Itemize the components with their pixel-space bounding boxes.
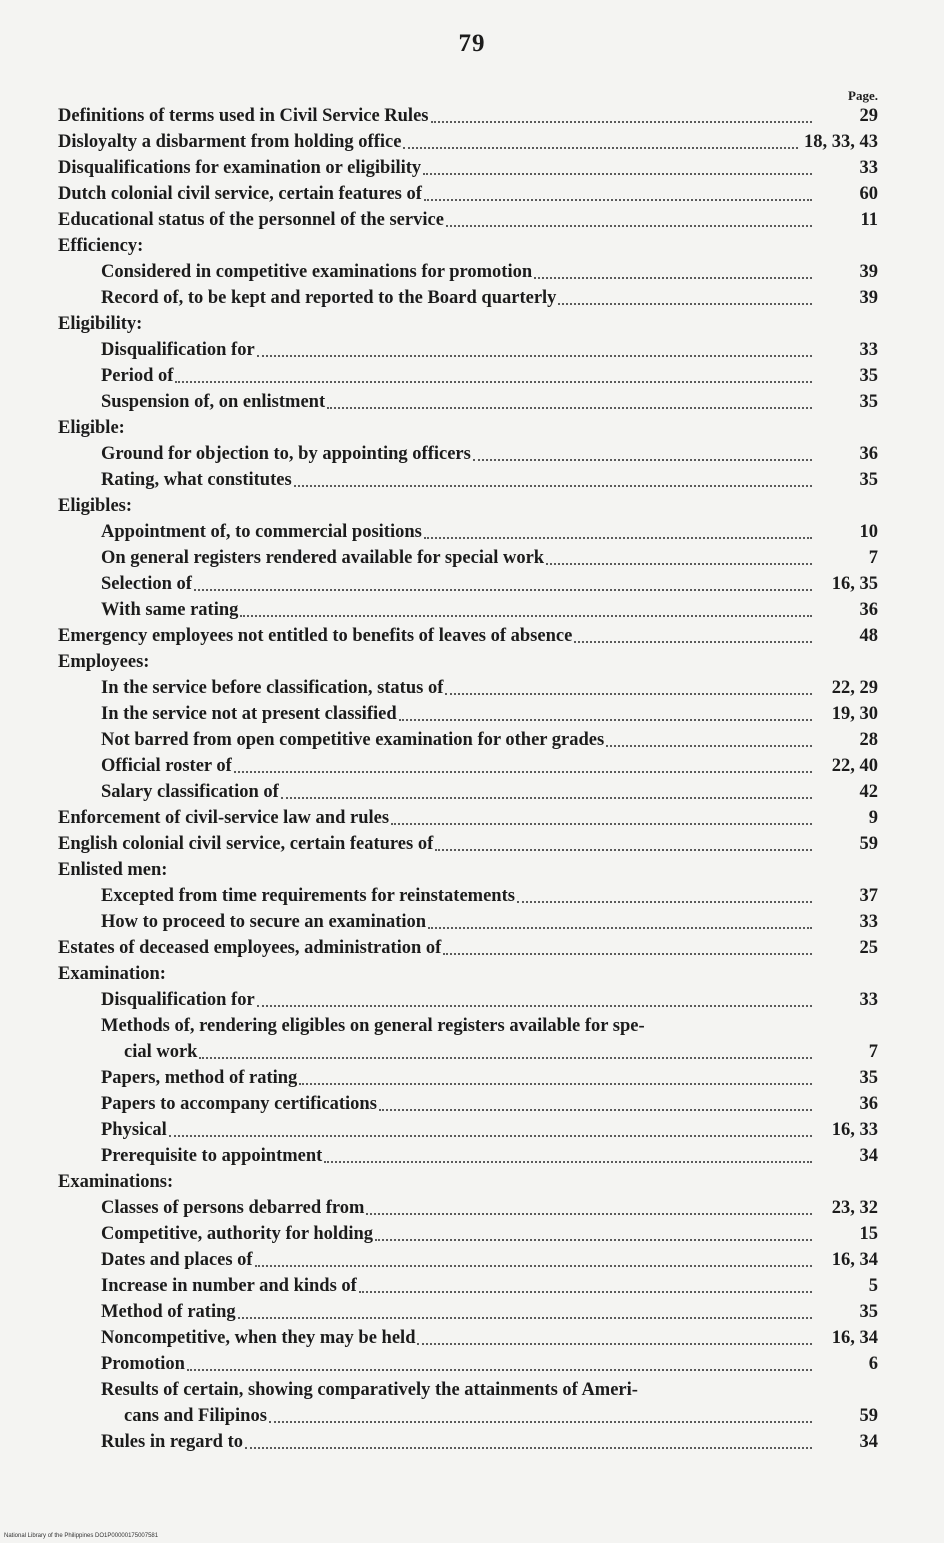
index-entry-pages: 18, 33, 43 xyxy=(804,132,878,152)
index-entry-label: Educational status of the personnel of the service xyxy=(58,210,444,230)
index-heading-label: Examinations: xyxy=(58,1172,174,1192)
index-entry-label: Increase in number and kinds of xyxy=(101,1276,357,1296)
index-heading xyxy=(58,415,878,441)
index-entry xyxy=(58,1325,878,1351)
dot-leader xyxy=(281,797,812,799)
index-entry xyxy=(58,103,878,129)
index-entry-label: Excepted from time requirements for reinstatements xyxy=(101,886,515,906)
dot-leader xyxy=(299,1083,812,1085)
index-entry-pages: 33 xyxy=(859,912,878,932)
index-entry-pages: 60 xyxy=(859,184,878,204)
index-entry-pages: 9 xyxy=(868,808,878,828)
dot-leader xyxy=(424,537,812,539)
index-entry-pages: 16, 35 xyxy=(831,574,878,594)
index-entry-pages: 35 xyxy=(859,1068,878,1088)
dot-leader xyxy=(558,303,812,305)
dot-leader xyxy=(534,277,812,279)
index-entry-pages: 23, 32 xyxy=(831,1198,878,1218)
index-entry-label: Noncompetitive, when they may be held xyxy=(101,1328,416,1348)
index-entry xyxy=(58,675,878,701)
index-heading-label: Enlisted men: xyxy=(58,860,168,880)
index-entry xyxy=(58,389,878,415)
index-entry xyxy=(58,1403,878,1429)
index-entry-label: How to proceed to secure an examination xyxy=(101,912,427,932)
dot-leader xyxy=(240,615,812,617)
index-entry-pages: 33 xyxy=(859,158,878,178)
index-entry xyxy=(58,181,878,207)
index-heading xyxy=(58,961,878,987)
index-entry-pages: 28 xyxy=(859,730,878,750)
dot-leader xyxy=(546,563,812,565)
index-entry-pages: 59 xyxy=(859,1406,878,1426)
dot-leader xyxy=(169,1135,812,1137)
index-entry-pages: 15 xyxy=(859,1224,878,1244)
index-entry-pages: 35 xyxy=(859,392,878,412)
index-entry-pages: 29 xyxy=(859,106,878,126)
index-entry xyxy=(58,1117,878,1143)
index-entry-label: Prerequisite to appointment xyxy=(101,1146,323,1166)
index-entry-label: Not barred from open competitive examination for other grades xyxy=(101,730,605,750)
index-entry-continuation: cial work xyxy=(124,1042,198,1062)
index-heading-label: Efficiency: xyxy=(58,236,144,256)
dot-leader xyxy=(424,199,812,201)
index-entry xyxy=(58,597,878,623)
index-entry-pages: 59 xyxy=(859,834,878,854)
index-entry-label: English colonial civil service, certain features of xyxy=(58,834,434,854)
dot-leader xyxy=(445,693,812,695)
index-entry-label: Papers to accompany certifications xyxy=(101,1094,377,1114)
index-entry-label: Disloyalty a disbarment from holding office xyxy=(58,132,402,152)
index-entry xyxy=(58,831,878,857)
index-entry-pages: 42 xyxy=(859,782,878,802)
index-heading xyxy=(58,233,878,259)
index-entry xyxy=(58,623,878,649)
dot-leader xyxy=(245,1447,812,1449)
index-entry xyxy=(58,753,878,779)
index-entry-pages: 7 xyxy=(868,548,878,568)
index-entry-line xyxy=(58,1377,878,1403)
index-heading xyxy=(58,857,878,883)
index-entry xyxy=(58,363,878,389)
index-entry-label: Competitive, authority for holding xyxy=(101,1224,374,1244)
index-entry-pages: 6 xyxy=(868,1354,878,1374)
index-entry xyxy=(58,1143,878,1169)
index-entry xyxy=(58,935,878,961)
index-entry xyxy=(58,1039,878,1065)
index-entry-label: Considered in competitive examinations for promotion xyxy=(101,262,533,282)
index-heading-label: Employees: xyxy=(58,652,150,672)
index-entry xyxy=(58,129,878,155)
dot-leader xyxy=(428,927,812,929)
index-entry xyxy=(58,571,878,597)
dot-leader xyxy=(257,1005,812,1007)
index-entry xyxy=(58,909,878,935)
index-heading xyxy=(58,311,878,337)
dot-leader xyxy=(324,1161,812,1163)
index-entry xyxy=(58,1351,878,1377)
index-entry xyxy=(58,155,878,181)
index-entry-label: Selection of xyxy=(101,574,192,594)
page-column-header: Page. xyxy=(848,88,878,103)
index-heading xyxy=(58,493,878,519)
index-entry-pages: 48 xyxy=(859,626,878,646)
index-entry-label: Rules in regard to xyxy=(101,1432,244,1452)
dot-leader xyxy=(379,1109,812,1111)
dot-leader xyxy=(375,1239,812,1241)
index-entry-pages: 34 xyxy=(859,1146,878,1166)
dot-leader xyxy=(257,355,812,357)
index-entry xyxy=(58,1429,878,1455)
index-entry xyxy=(58,285,878,311)
index-entry-pages: 39 xyxy=(859,262,878,282)
index-entry-label: Record of, to be kept and reported to the Board quarterly xyxy=(101,288,557,308)
index-entry xyxy=(58,883,878,909)
footer-caption: National Library of the Philippines DO1P00000175007581 xyxy=(4,1533,159,1539)
index-entry-label: Method of rating xyxy=(101,1302,236,1322)
dot-leader xyxy=(446,225,812,227)
dot-leader xyxy=(391,823,812,825)
index-entry-label: Results of certain, showing comparatively the attainments of Ameri- xyxy=(101,1380,638,1400)
dot-leader xyxy=(194,589,812,591)
index-entry xyxy=(58,207,878,233)
index-entry-pages: 35 xyxy=(859,366,878,386)
index-entry-pages: 33 xyxy=(859,340,878,360)
index-entry-label: Appointment of, to commercial positions xyxy=(101,522,422,542)
dot-leader xyxy=(359,1291,812,1293)
index-entry-pages: 39 xyxy=(859,288,878,308)
index-entry xyxy=(58,987,878,1013)
index-entry-label: Estates of deceased employees, administration of xyxy=(58,938,442,958)
index-entry xyxy=(58,701,878,727)
index-entry-pages: 33 xyxy=(859,990,878,1010)
index-entry-line xyxy=(58,1013,878,1039)
index-entry-pages: 19, 30 xyxy=(831,704,878,724)
index-entry xyxy=(58,1221,878,1247)
dot-leader xyxy=(517,901,812,903)
index-entry-label: On general registers rendered available for special work xyxy=(101,548,545,568)
index-entry-pages: 7 xyxy=(868,1042,878,1062)
index-entry-label: Enforcement of civil-service law and rules xyxy=(58,808,390,828)
dot-leader xyxy=(199,1057,812,1059)
dot-leader xyxy=(294,485,812,487)
index-entry-pages: 16, 33 xyxy=(831,1120,878,1140)
index-entry-label: Disqualifications for examination or eligibility xyxy=(58,158,422,178)
page-number: 79 xyxy=(458,30,486,57)
index-entry-label: Methods of, rendering eligibles on general registers available for spe- xyxy=(101,1016,645,1036)
index-entry-label: Physical xyxy=(101,1120,167,1140)
index-entry-pages: 36 xyxy=(859,600,878,620)
index-entry xyxy=(58,259,878,285)
dot-leader xyxy=(443,953,812,955)
index-entry-label: Promotion xyxy=(101,1354,185,1374)
index-entry xyxy=(58,727,878,753)
index-entry-pages: 5 xyxy=(868,1276,878,1296)
index-entry-pages: 36 xyxy=(859,444,878,464)
index-entry-pages: 22, 40 xyxy=(831,756,878,776)
dot-leader xyxy=(234,771,812,773)
index-entry-pages: 11 xyxy=(860,210,878,230)
index-entry-label: Classes of persons debarred from xyxy=(101,1198,365,1218)
index-entry xyxy=(58,467,878,493)
dot-leader xyxy=(327,407,812,409)
index-entry xyxy=(58,441,878,467)
index-entry-continuation: cans and Filipinos xyxy=(124,1406,267,1426)
index-entry-pages: 16, 34 xyxy=(831,1328,878,1348)
index-entry-pages: 35 xyxy=(859,1302,878,1322)
dot-leader xyxy=(366,1213,812,1215)
dot-leader xyxy=(431,121,813,123)
dot-leader xyxy=(399,719,812,721)
index-entry-label: Disqualification for xyxy=(101,990,255,1010)
index-entry xyxy=(58,805,878,831)
dot-leader xyxy=(238,1317,812,1319)
index-entry xyxy=(58,1247,878,1273)
dot-leader xyxy=(473,459,812,461)
dot-leader xyxy=(269,1421,812,1423)
index-entry-label: Salary classification of xyxy=(101,782,279,802)
index-entry xyxy=(58,779,878,805)
index-entry-label: Dates and places of xyxy=(101,1250,253,1270)
dot-leader xyxy=(403,147,798,149)
dot-leader xyxy=(255,1265,812,1267)
index-entry xyxy=(58,545,878,571)
index-entry-label: Dutch colonial civil service, certain features of xyxy=(58,184,422,204)
index-entry-pages: 36 xyxy=(859,1094,878,1114)
index-entry xyxy=(58,1195,878,1221)
index-entry-label: In the service not at present classified xyxy=(101,704,397,724)
index-entry-pages: 34 xyxy=(859,1432,878,1452)
index-entry-label: With same rating xyxy=(101,600,239,620)
index-heading-label: Eligibility: xyxy=(58,314,143,334)
index-entry xyxy=(58,519,878,545)
index-entry-pages: 25 xyxy=(859,938,878,958)
index-entry xyxy=(58,1065,878,1091)
dot-leader xyxy=(417,1343,812,1345)
index-entry-pages: 37 xyxy=(859,886,878,906)
index-entry xyxy=(58,1091,878,1117)
index-entry xyxy=(58,1299,878,1325)
index-entry-label: Papers, method of rating xyxy=(101,1068,298,1088)
index-entry-label: Emergency employees not entitled to benefits of leaves of absence xyxy=(58,626,573,646)
index-entry-pages: 10 xyxy=(859,522,878,542)
index-list xyxy=(58,103,878,1455)
index-entry-label: Definitions of terms used in Civil Service Rules xyxy=(58,106,429,126)
index-entry-pages: 22, 29 xyxy=(831,678,878,698)
dot-leader xyxy=(606,745,812,747)
index-entry-pages: 35 xyxy=(859,470,878,490)
dot-leader xyxy=(423,173,812,175)
index-entry-label: Disqualification for xyxy=(101,340,255,360)
index-entry xyxy=(58,1273,878,1299)
index-entry-label: In the service before classification, status of xyxy=(101,678,444,698)
index-entry-label: Period of xyxy=(101,366,174,386)
index-entry xyxy=(58,337,878,363)
index-entry-label: Ground for objection to, by appointing officers xyxy=(101,444,471,464)
dot-leader xyxy=(187,1369,812,1371)
dot-leader xyxy=(435,849,812,851)
index-heading-label: Eligibles: xyxy=(58,496,133,516)
index-entry-label: Official roster of xyxy=(101,756,232,776)
index-heading-label: Examination: xyxy=(58,964,166,984)
index-heading-label: Eligible: xyxy=(58,418,125,438)
dot-leader xyxy=(175,381,812,383)
index-entry-label: Suspension of, on enlistment xyxy=(101,392,326,412)
dot-leader xyxy=(574,641,812,643)
index-heading xyxy=(58,649,878,675)
index-heading xyxy=(58,1169,878,1195)
index-entry-pages: 16, 34 xyxy=(831,1250,878,1270)
index-entry-label: Rating, what constitutes xyxy=(101,470,292,490)
